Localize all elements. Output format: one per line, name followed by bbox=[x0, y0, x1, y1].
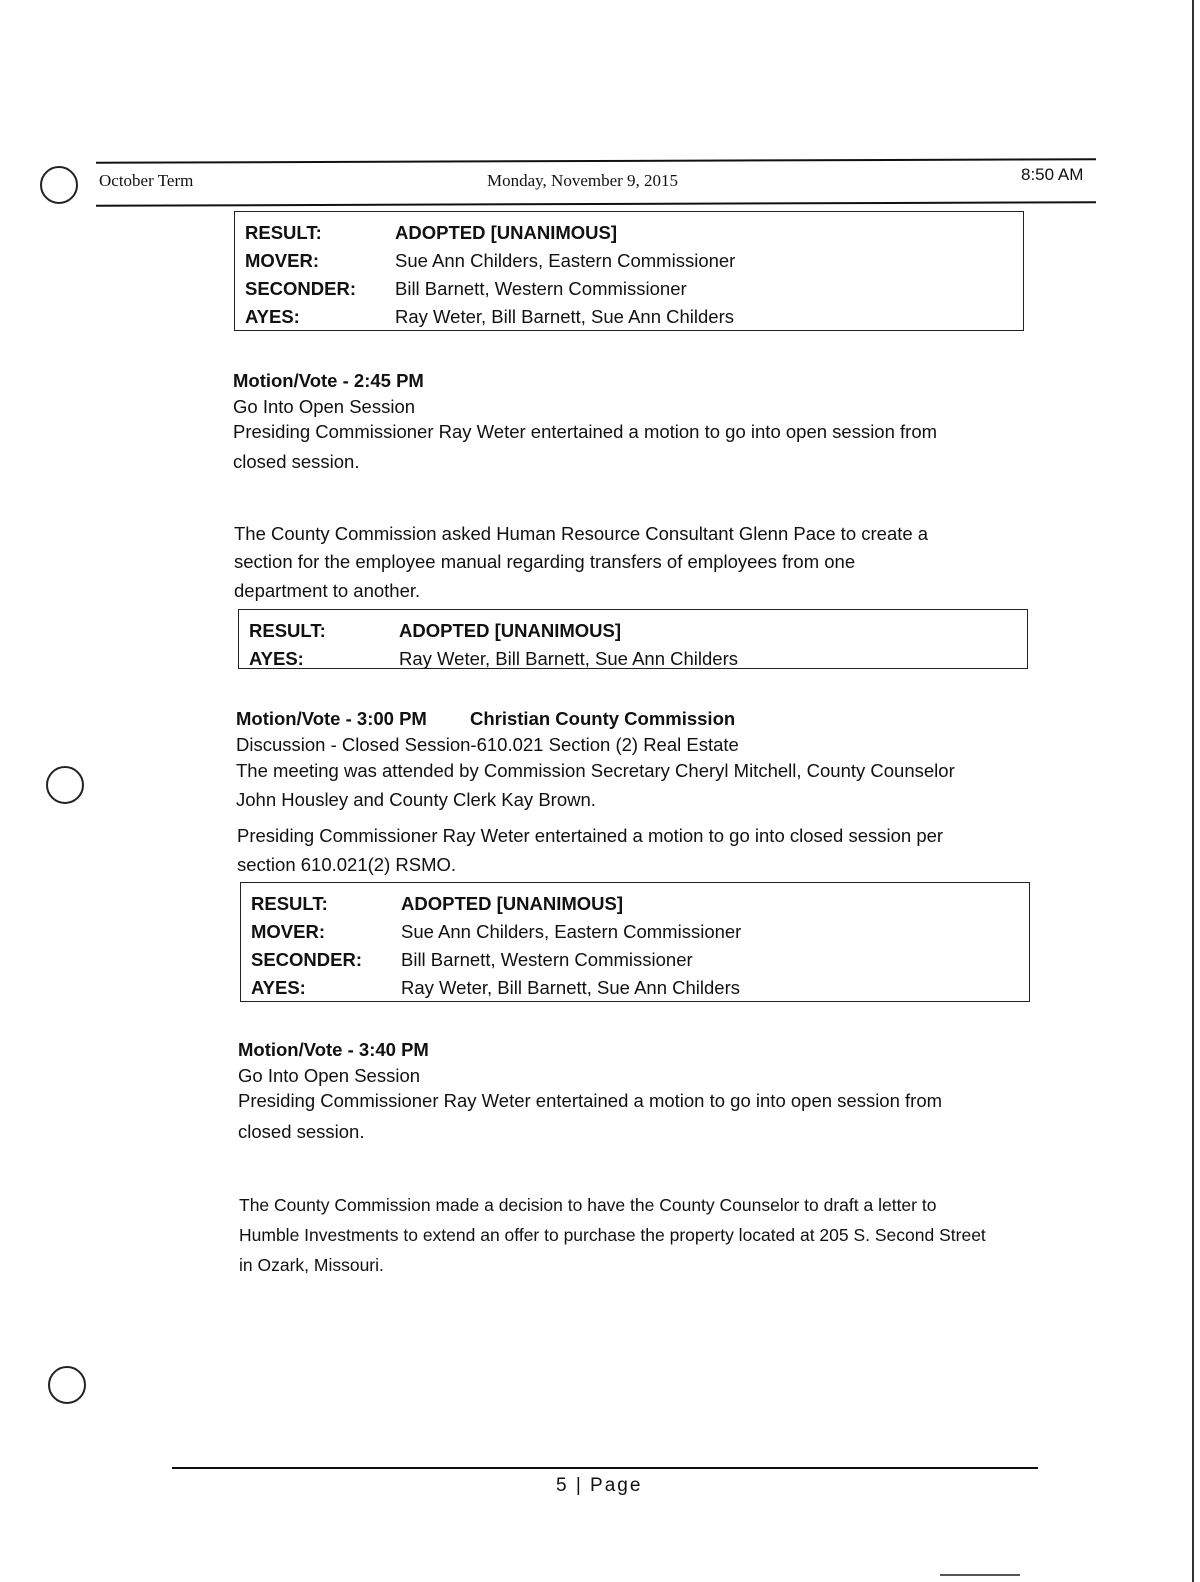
scan-edge bbox=[1192, 0, 1194, 1582]
binder-hole bbox=[46, 766, 84, 804]
footer-rule bbox=[172, 1467, 1038, 1469]
header-rule bbox=[96, 158, 1096, 163]
attendance-text: The meeting was attended by Commission Secretary Cheryl Mitchell, County Counselor bbox=[236, 760, 955, 781]
paragraph: section for the employee manual regarding transfers of employees from one bbox=[234, 551, 856, 572]
motion-text: Presiding Commissioner Ray Weter entertained a motion to go into open session from bbox=[238, 1090, 943, 1111]
paragraph: The County Commission made a decision to have the County Counselor to draft a letter to bbox=[239, 1195, 937, 1215]
paragraph: The County Commission asked Human Resource Consultant Glenn Pace to create a bbox=[234, 523, 929, 544]
header-date: Monday, November 9, 2015 bbox=[487, 171, 679, 190]
motion-text: closed session. bbox=[238, 1121, 365, 1142]
motion-text: Presiding Commissioner Ray Weter entertained a motion to go into closed session per bbox=[237, 825, 944, 846]
vote-table: RESULT: ADOPTED [UNANIMOUS] MOVER: Sue Ann Childers, Eastern Commissioner SECONDER: Bill Barnett, Western Commissioner AYES: Ray Weter, Bill Barnett, Sue Ann Childers bbox=[234, 211, 1024, 331]
header-rule bbox=[96, 201, 1096, 206]
paragraph: department to another. bbox=[234, 580, 421, 601]
motion-heading: Motion/Vote - 3:00 PM Christian County Commission bbox=[236, 708, 736, 729]
motion-heading: Motion/Vote - 3:40 PM bbox=[238, 1039, 429, 1060]
motion-heading: Motion/Vote - 2:45 PM bbox=[233, 370, 424, 391]
paragraph: Humble Investments to extend an offer to purchase the property located at 205 S. Second Street bbox=[239, 1225, 986, 1245]
scan-mark bbox=[940, 1574, 1020, 1576]
vote-table: RESULT: ADOPTED [UNANIMOUS] AYES: Ray Weter, Bill Barnett, Sue Ann Childers bbox=[238, 609, 1028, 669]
paragraph: in Ozark, Missouri. bbox=[239, 1255, 384, 1275]
binder-hole bbox=[40, 166, 78, 204]
motion-text: Presiding Commissioner Ray Weter entertained a motion to go into open session from bbox=[233, 421, 938, 442]
motion-title: Go Into Open Session bbox=[233, 396, 416, 417]
header-term: October Term bbox=[99, 171, 194, 190]
header-time: 8:50 AM bbox=[1021, 165, 1084, 184]
commission-name: Christian County Commission bbox=[469, 708, 736, 729]
page-number: 5 | Page bbox=[556, 1475, 643, 1496]
attendance-text: John Housley and County Clerk Kay Brown. bbox=[236, 789, 596, 810]
motion-text: section 610.021(2) RSMO. bbox=[237, 854, 457, 875]
motion-title: Go Into Open Session bbox=[238, 1065, 421, 1086]
vote-table: RESULT: ADOPTED [UNANIMOUS] MOVER: Sue Ann Childers, Eastern Commissioner SECONDER: Bill Barnett, Western Commissioner AYES: Ray Weter, Bill Barnett, Sue Ann Childers bbox=[240, 882, 1030, 1002]
discussion-line: Discussion - Closed Session-610.021 Section (2) Real Estate bbox=[236, 734, 739, 755]
binder-hole bbox=[48, 1366, 86, 1404]
motion-text: closed session. bbox=[233, 451, 360, 472]
